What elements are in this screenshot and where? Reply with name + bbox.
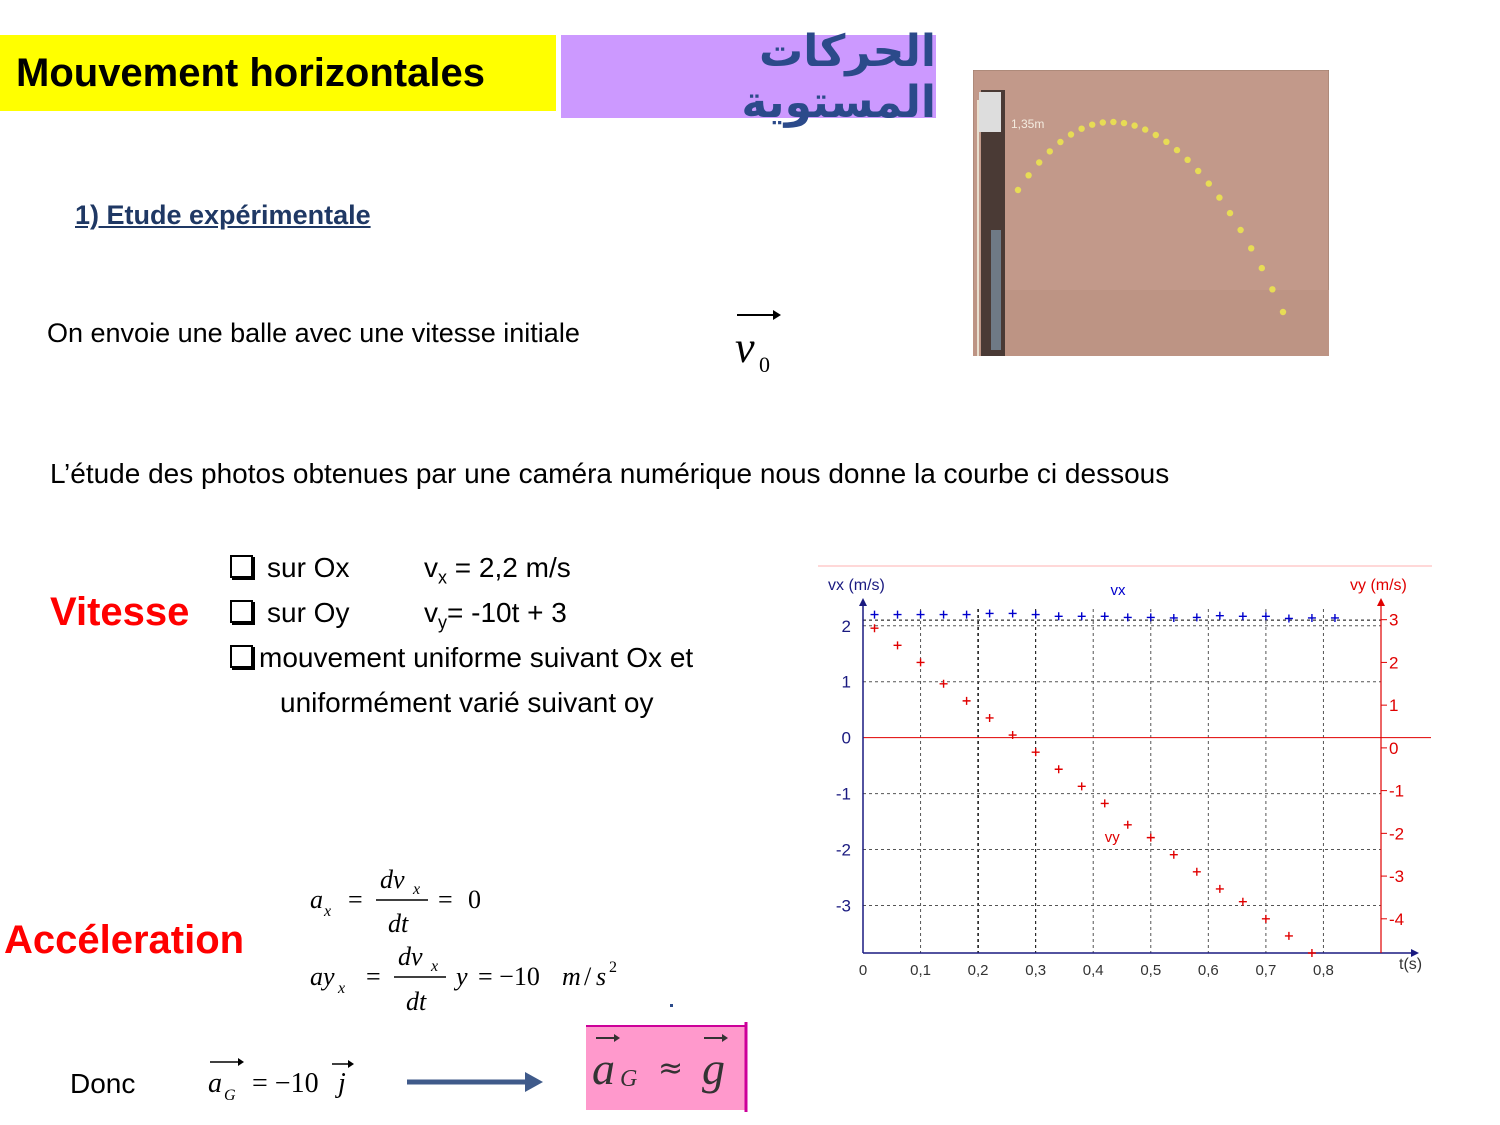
svg-text:a: a	[208, 1068, 222, 1099]
chart-grid	[863, 609, 1431, 953]
vy-point	[917, 658, 925, 666]
v0-vector-formula	[735, 300, 785, 380]
vx-point	[1285, 615, 1293, 623]
vx-point	[1331, 614, 1339, 622]
svg-text:m: m	[562, 962, 581, 991]
bullet-oy	[230, 597, 567, 634]
ball-mark	[1163, 139, 1169, 145]
vx-point	[1216, 612, 1224, 620]
ball-mark	[1068, 131, 1074, 137]
intro-text: On envoie une balle avec une vitesse initiale	[47, 318, 580, 348]
vx-value: = 2,2 m/s	[447, 552, 571, 583]
svg-text:= −10: = −10	[478, 962, 540, 991]
vy-point	[1308, 949, 1316, 957]
svg-text:g: g	[702, 1043, 725, 1094]
vy-point	[963, 697, 971, 705]
vy-point	[1262, 915, 1270, 923]
right-axis-arrow	[1377, 598, 1385, 606]
vy-point	[1101, 799, 1109, 807]
bullet-oy-axis: sur Oy	[267, 597, 350, 628]
ball-mark	[1184, 157, 1190, 163]
vitesse-label: Vitesse	[50, 590, 190, 634]
vx-point	[871, 611, 879, 619]
bullet-ox	[230, 552, 571, 589]
left-tick-label: -2	[835, 840, 851, 860]
svg-text:=: =	[348, 885, 363, 914]
left-tick-label: 0	[841, 728, 851, 748]
x-tick-label: 0,4	[1082, 962, 1104, 979]
dot-mark	[670, 1004, 673, 1007]
svg-text:0: 0	[468, 885, 481, 914]
right-tick-label: -3	[1389, 867, 1405, 887]
x-axis-label: t(s)	[1399, 956, 1423, 973]
svg-text:ay: ay	[310, 962, 335, 991]
ball-mark	[1057, 139, 1063, 145]
svg-text:= −10: = −10	[252, 1068, 319, 1099]
donc-label: Donc	[70, 1068, 136, 1099]
series-label-vy: vy	[1104, 828, 1120, 846]
ball-mark	[1195, 168, 1201, 174]
chart-axes	[859, 598, 1419, 957]
svg-text:G: G	[620, 1066, 638, 1092]
svg-text:2: 2	[609, 959, 617, 976]
ball-mark	[1131, 122, 1137, 128]
page-title	[0, 35, 556, 111]
arabic-title	[561, 25, 936, 128]
ball-mark	[1121, 120, 1127, 126]
checkbox-icon	[230, 600, 253, 623]
svg-text:≈: ≈	[658, 1051, 684, 1086]
v0-subscript: 0	[759, 352, 770, 377]
svg-text:x: x	[324, 903, 332, 920]
ball-mark	[1269, 286, 1275, 292]
x-tick-label: 0	[858, 962, 868, 979]
svg-text:dv: dv	[380, 865, 405, 894]
section-heading: 1) Etude expérimentale	[75, 200, 371, 230]
vx-point	[1009, 609, 1017, 617]
vy-point	[940, 680, 948, 688]
x-tick-label: 0,3	[1025, 962, 1047, 979]
ball-mark	[1089, 122, 1095, 128]
vy-value: = -10t + 3	[447, 597, 567, 628]
ball-mark	[1153, 132, 1159, 138]
y-right-label: vy (m/s)	[1350, 577, 1407, 594]
vx-point	[1101, 612, 1109, 620]
ball-mark	[1206, 180, 1212, 186]
ag-equals-g-result	[586, 1022, 748, 1112]
right-tick-label: 2	[1389, 653, 1399, 673]
svg-text:/: /	[584, 962, 592, 991]
svg-text:a: a	[592, 1043, 615, 1094]
vy-point	[1216, 885, 1224, 893]
vy-point	[1285, 932, 1293, 940]
svg-text:dt: dt	[388, 909, 409, 938]
svg-text:=: =	[366, 962, 381, 991]
height-label: 1,35m	[1011, 117, 1045, 131]
vy-point	[1147, 834, 1155, 842]
ball-mark	[1047, 148, 1053, 154]
bullet-mouvement	[230, 642, 693, 674]
svg-text:G: G	[224, 1087, 236, 1104]
svg-text:y: y	[456, 962, 468, 991]
vx-point	[1124, 613, 1132, 621]
svg-text:x: x	[431, 958, 439, 975]
right-tick-label: 1	[1389, 696, 1399, 716]
x-tick-label: 0,5	[1140, 962, 1162, 979]
vy-point	[1170, 851, 1178, 859]
vx-point	[1078, 612, 1086, 620]
vx-point	[940, 611, 948, 619]
velocity-chart	[818, 562, 1432, 992]
vy-point	[1078, 782, 1086, 790]
left-axis-arrow	[859, 598, 867, 606]
x-tick-label: 0,6	[1197, 962, 1219, 979]
mouvement-line2: uniformément varié suivant oy	[280, 687, 654, 718]
vy-point	[1239, 898, 1247, 906]
left-tick-label: 1	[841, 672, 851, 692]
ball-mark	[1110, 119, 1116, 125]
ball-trajectory-photo	[973, 70, 1329, 356]
vx-point	[986, 609, 994, 617]
x-tick-label: 0,1	[910, 962, 931, 979]
vx-point	[1170, 614, 1178, 622]
right-tick-label: 0	[1389, 738, 1399, 758]
acceleration-label: Accéleration	[4, 918, 245, 962]
svg-text:dt: dt	[406, 987, 427, 1016]
vx-point	[1308, 614, 1316, 622]
vy-point	[894, 641, 902, 649]
ball-mark	[1142, 126, 1148, 132]
ball-mark	[1025, 172, 1031, 178]
ball-mark	[1036, 159, 1042, 165]
right-tick-label: -4	[1389, 909, 1405, 929]
x-tick-label: 0,7	[1255, 962, 1277, 979]
checkbox-icon	[230, 555, 253, 578]
chart-marks	[871, 582, 1339, 957]
vy-point	[1032, 748, 1040, 756]
ball-mark	[1227, 210, 1233, 216]
chart-ticks	[828, 577, 1422, 979]
vx-point	[1262, 612, 1270, 620]
svg-text:j: j	[338, 1068, 346, 1099]
vx-point	[1055, 612, 1063, 620]
svg-text:a: a	[310, 885, 323, 914]
svg-text:dv: dv	[398, 942, 423, 971]
right-tick-label: 3	[1389, 610, 1399, 630]
vy-point	[1055, 765, 1063, 773]
ball-mark	[1100, 119, 1106, 125]
vy-point	[1193, 868, 1201, 876]
vx-point	[894, 611, 902, 619]
vy-point	[986, 714, 994, 722]
svg-text:x: x	[338, 980, 346, 997]
vx-point	[917, 611, 925, 619]
vx-point	[1239, 612, 1247, 620]
y-left-label: vx (m/s)	[828, 577, 885, 594]
v0-symbol: v	[735, 323, 755, 372]
arabic-title-text: الحركات المستوية	[741, 25, 936, 128]
checkbox-icon	[230, 645, 253, 668]
ball-mark	[1280, 309, 1286, 315]
mouvement-line1: mouvement uniforme suivant Ox et	[259, 642, 694, 673]
vx-point	[963, 611, 971, 619]
bullet-ox-axis: sur Ox	[267, 552, 350, 583]
left-tick-label: -3	[835, 896, 851, 916]
ag-formula	[200, 1052, 370, 1112]
left-tick-label: -1	[835, 784, 851, 804]
right-tick-label: -2	[1389, 824, 1405, 844]
ball-mark	[1015, 187, 1021, 193]
study-text: L’étude des photos obtenues par une caméra numérique nous donne la courbe ci dessous	[50, 458, 1170, 489]
vx-point	[1032, 611, 1040, 619]
svg-text:s: s	[596, 962, 607, 991]
vy-point	[1124, 821, 1132, 829]
x-tick-label: 0,2	[967, 962, 989, 979]
left-tick-label: 2	[841, 616, 851, 636]
ball-mark	[1259, 265, 1265, 271]
ball-mark	[1237, 227, 1243, 233]
ball-mark	[1248, 245, 1254, 251]
vx-subscript: x	[438, 567, 447, 588]
ball-mark	[1216, 194, 1222, 200]
svg-text:x: x	[413, 881, 421, 898]
acceleration-formulas	[300, 860, 680, 1030]
vx-symbol: v	[424, 552, 438, 583]
ball-mark	[1078, 126, 1084, 132]
x-tick-label: 0,8	[1313, 962, 1334, 979]
vy-subscript: y	[438, 612, 447, 633]
implies-arrow	[405, 1066, 545, 1098]
svg-text:=: =	[438, 885, 453, 914]
right-tick-label: -1	[1389, 781, 1405, 801]
title-text: Mouvement horizontales	[16, 50, 485, 95]
vy-symbol: v	[424, 597, 438, 628]
series-label-vx: vx	[1110, 582, 1126, 600]
ball-mark	[1174, 147, 1180, 153]
